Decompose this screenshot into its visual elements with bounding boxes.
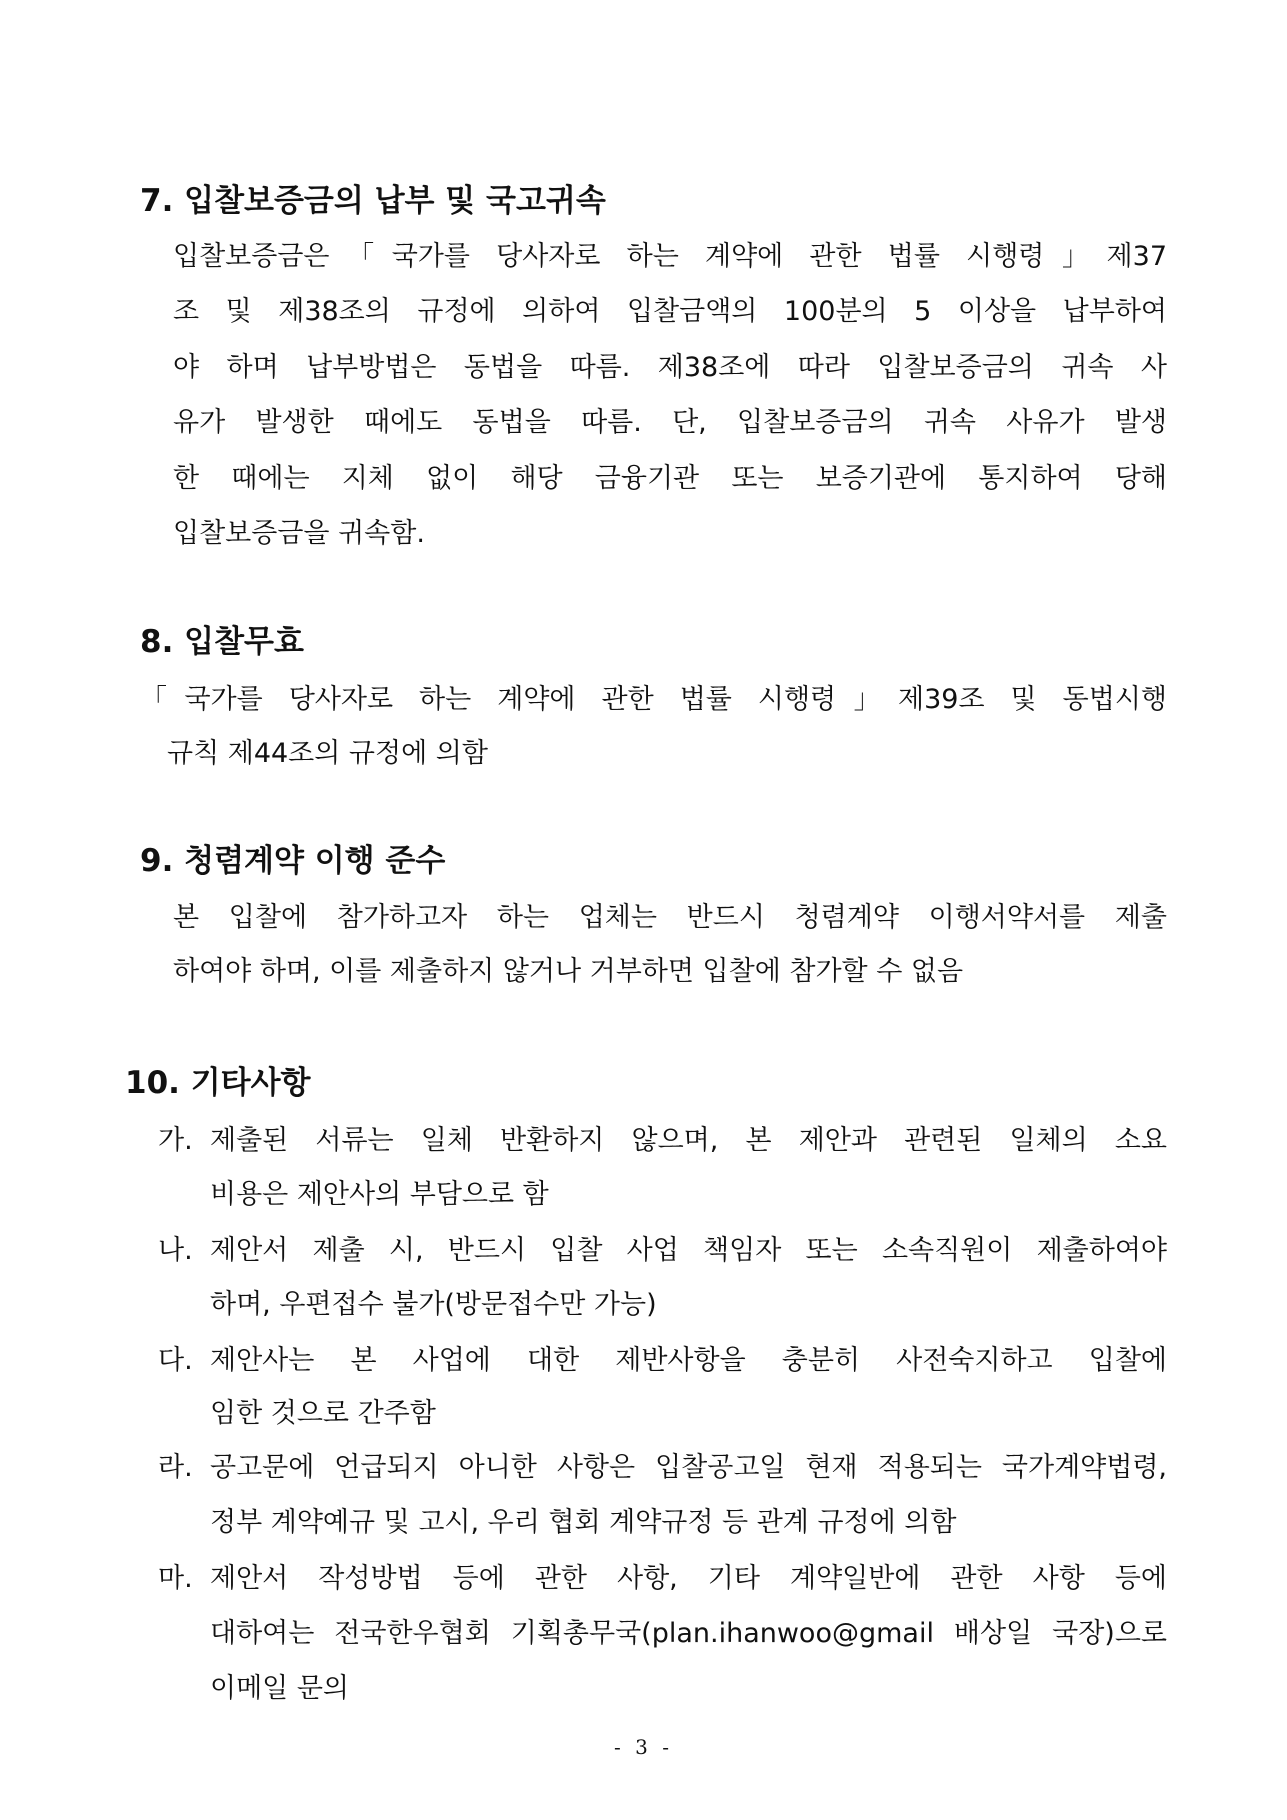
list-item-line: 제출된 서류는 일체 반환하지 않으며, 본 제안과 관련된 일체의 소요 (210, 1125, 1167, 1156)
list-item-line: 대하여는 전국한우협회 기획총무국(plan.ihanwoo@gmail 배상일 국장)으로 (210, 1618, 1167, 1649)
section-7-line: 한 때에는 지체 없이 해당 금융기관 또는 보증기관에 통지하여 당해 (173, 463, 1167, 494)
page-number: - 3 - (614, 1735, 673, 1759)
section-7-line: 입찰보증금을 귀속함. (173, 518, 425, 549)
list-item-line: 비용은 제안사의 부담으로 함 (210, 1179, 549, 1210)
section-7-line: 조 및 제38조의 규정에 의하여 입찰금액의 100분의 5 이상을 납부하여 (173, 296, 1167, 327)
section-9-line: 하여야 하며, 이를 제출하지 않거나 거부하면 입찰에 참가할 수 없음 (173, 956, 964, 987)
list-item-marker: 다. (158, 1345, 193, 1376)
list-item-line: 이메일 문의 (210, 1673, 349, 1704)
section-7-line: 야 하며 납부방법은 동법을 따름. 제38조에 따라 입찰보증금의 귀속 사 (173, 352, 1167, 383)
list-item-line: 제안서 작성방법 등에 관한 사항, 기타 계약일반에 관한 사항 등에 (210, 1563, 1167, 1594)
list-item-line: 하며, 우편접수 불가(방문접수만 가능) (210, 1289, 657, 1320)
section-9-heading: 9. 청렴계약 이행 준수 (140, 843, 446, 879)
list-item-line: 임한 것으로 간주함 (210, 1398, 436, 1429)
section-8-heading: 8. 입찰무효 (140, 624, 304, 660)
list-item-line: 제안서 제출 시, 반드시 입찰 사업 책임자 또는 소속직원이 제출하여야 (210, 1235, 1167, 1266)
list-item-line: 공고문에 언급되지 아니한 사항은 입찰공고일 현재 적용되는 국가계약법령, (210, 1452, 1167, 1483)
section-10-heading: 10. 기타사항 (125, 1065, 311, 1101)
section-9-line: 본 입찰에 참가하고자 하는 업체는 반드시 청렴계약 이행서약서를 제출 (173, 902, 1167, 933)
section-8-line: 「국가를 당사자로 하는 계약에 관한 법률 시행령」제39조 및 동법시행 (140, 684, 1167, 715)
section-7-line: 유가 발생한 때에도 동법을 따름. 단, 입찰보증금의 귀속 사유가 발생 (173, 407, 1167, 438)
section-7-heading: 7. 입찰보증금의 납부 및 국고귀속 (140, 183, 606, 219)
section-8-line: 규칙 제44조의 규정에 의함 (167, 738, 488, 769)
section-7-line: 입찰보증금은「국가를 당사자로 하는 계약에 관한 법률 시행령」제37 (173, 241, 1167, 272)
list-item-line: 제안사는 본 사업에 대한 제반사항을 충분히 사전숙지하고 입찰에 (210, 1345, 1167, 1376)
list-item-marker: 가. (158, 1125, 193, 1156)
list-item-marker: 나. (158, 1235, 193, 1266)
list-item-marker: 라. (158, 1452, 193, 1483)
list-item-line: 정부 계약예규 및 고시, 우리 협회 계약규정 등 관계 규정에 의함 (210, 1507, 957, 1538)
list-item-marker: 마. (158, 1563, 193, 1594)
